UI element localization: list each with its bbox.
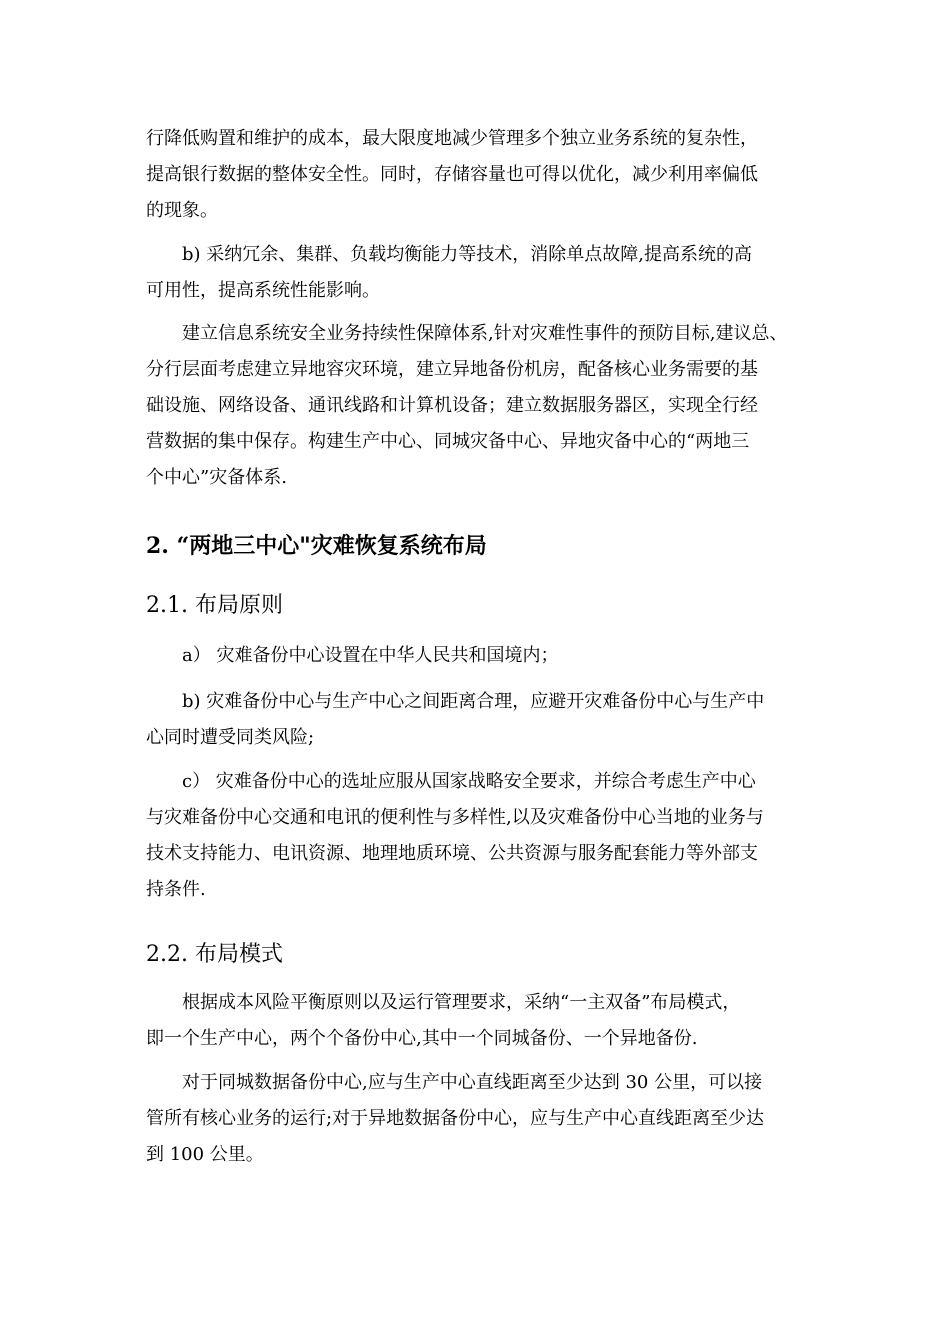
paragraph-intro bbox=[146, 121, 810, 229]
paragraph-principle-b bbox=[146, 684, 810, 756]
text-line: 管所有核心业务的运行;对于异地数据备份中心，应与生产中心直线距离至少达 bbox=[146, 1108, 765, 1129]
text-line: 与灾难备份中心交通和电讯的便利性与多样性,以及灾难备份中心当地的业务与 bbox=[146, 807, 764, 828]
paragraph-principle-a bbox=[146, 638, 810, 674]
text-line: 根据成本风险平衡原则以及运行管理要求，采纳“一主双备”布局模式， bbox=[182, 992, 741, 1013]
heading-section-2-2: 2.2. 布局模式 bbox=[146, 942, 283, 967]
text-line: a） 灾难备份中心设置在中华人民共和国境内； bbox=[182, 645, 559, 666]
paragraph-b-redundancy bbox=[146, 237, 810, 309]
text-line: 到 100 公里。 bbox=[146, 1144, 264, 1165]
text-line: 个中心”灾备体系. bbox=[146, 467, 287, 488]
text-line: 提高银行数据的整体安全性。同时，存储容量也可得以优化，减少利用率偏低 bbox=[146, 164, 758, 185]
text-line: 技术支持能力、电讯资源、地理地质环境、公共资源与服务配套能力等外部支 bbox=[146, 843, 758, 864]
text-line: 心同时遭受同类风险; bbox=[146, 727, 315, 748]
text-line: 可用性，提高系统性能影响。 bbox=[146, 280, 380, 301]
text-line: 行降低购置和维护的成本，最大限度地减少管理多个独立业务系统的复杂性， bbox=[146, 128, 758, 149]
text-line: c） 灾难备份中心的选址应服从国家战略安全要求，并综合考虑生产中心 bbox=[182, 771, 756, 792]
text-line: 建立信息系统安全业务持续性保障体系,针对灾难性事件的预防目标,建议总、 bbox=[182, 323, 788, 344]
text-line: b) 采纳冗余、集群、负载均衡能力等技术，消除单点故障,提高系统的高 bbox=[182, 244, 752, 265]
text-line: 对于同城数据备份中心,应与生产中心直线距离至少达到 30 公里，可以接 bbox=[182, 1072, 763, 1093]
text-line: 持条件. bbox=[146, 879, 206, 900]
text-line: 即一个生产中心，两个个备份中心,其中一个同城备份、一个异地备份. bbox=[146, 1028, 698, 1049]
paragraph-establish-system bbox=[146, 316, 810, 496]
paragraph-layout-mode bbox=[146, 985, 810, 1057]
heading-section-2: 2. “两地三中心"灾难恢复系统布局 bbox=[146, 533, 487, 559]
text-line: 的现象。 bbox=[146, 200, 218, 221]
paragraph-principle-c bbox=[146, 764, 810, 908]
text-line: 营数据的集中保存。构建生产中心、同城灾备中心、异地灾备中心的“两地三 bbox=[146, 431, 750, 452]
text-line: 础设施、网络设备、通讯线路和计算机设备；建立数据服务器区，实现全行经 bbox=[146, 395, 758, 416]
text-line: 分行层面考虑建立异地容灾环境，建立异地备份机房，配备核心业务需要的基 bbox=[146, 359, 758, 380]
paragraph-distance bbox=[146, 1065, 810, 1173]
text-line: b) 灾难备份中心与生产中心之间距离合理，应避开灾难备份中心与生产中 bbox=[182, 691, 765, 712]
heading-section-2-1: 2.1. 布局原则 bbox=[146, 593, 283, 618]
